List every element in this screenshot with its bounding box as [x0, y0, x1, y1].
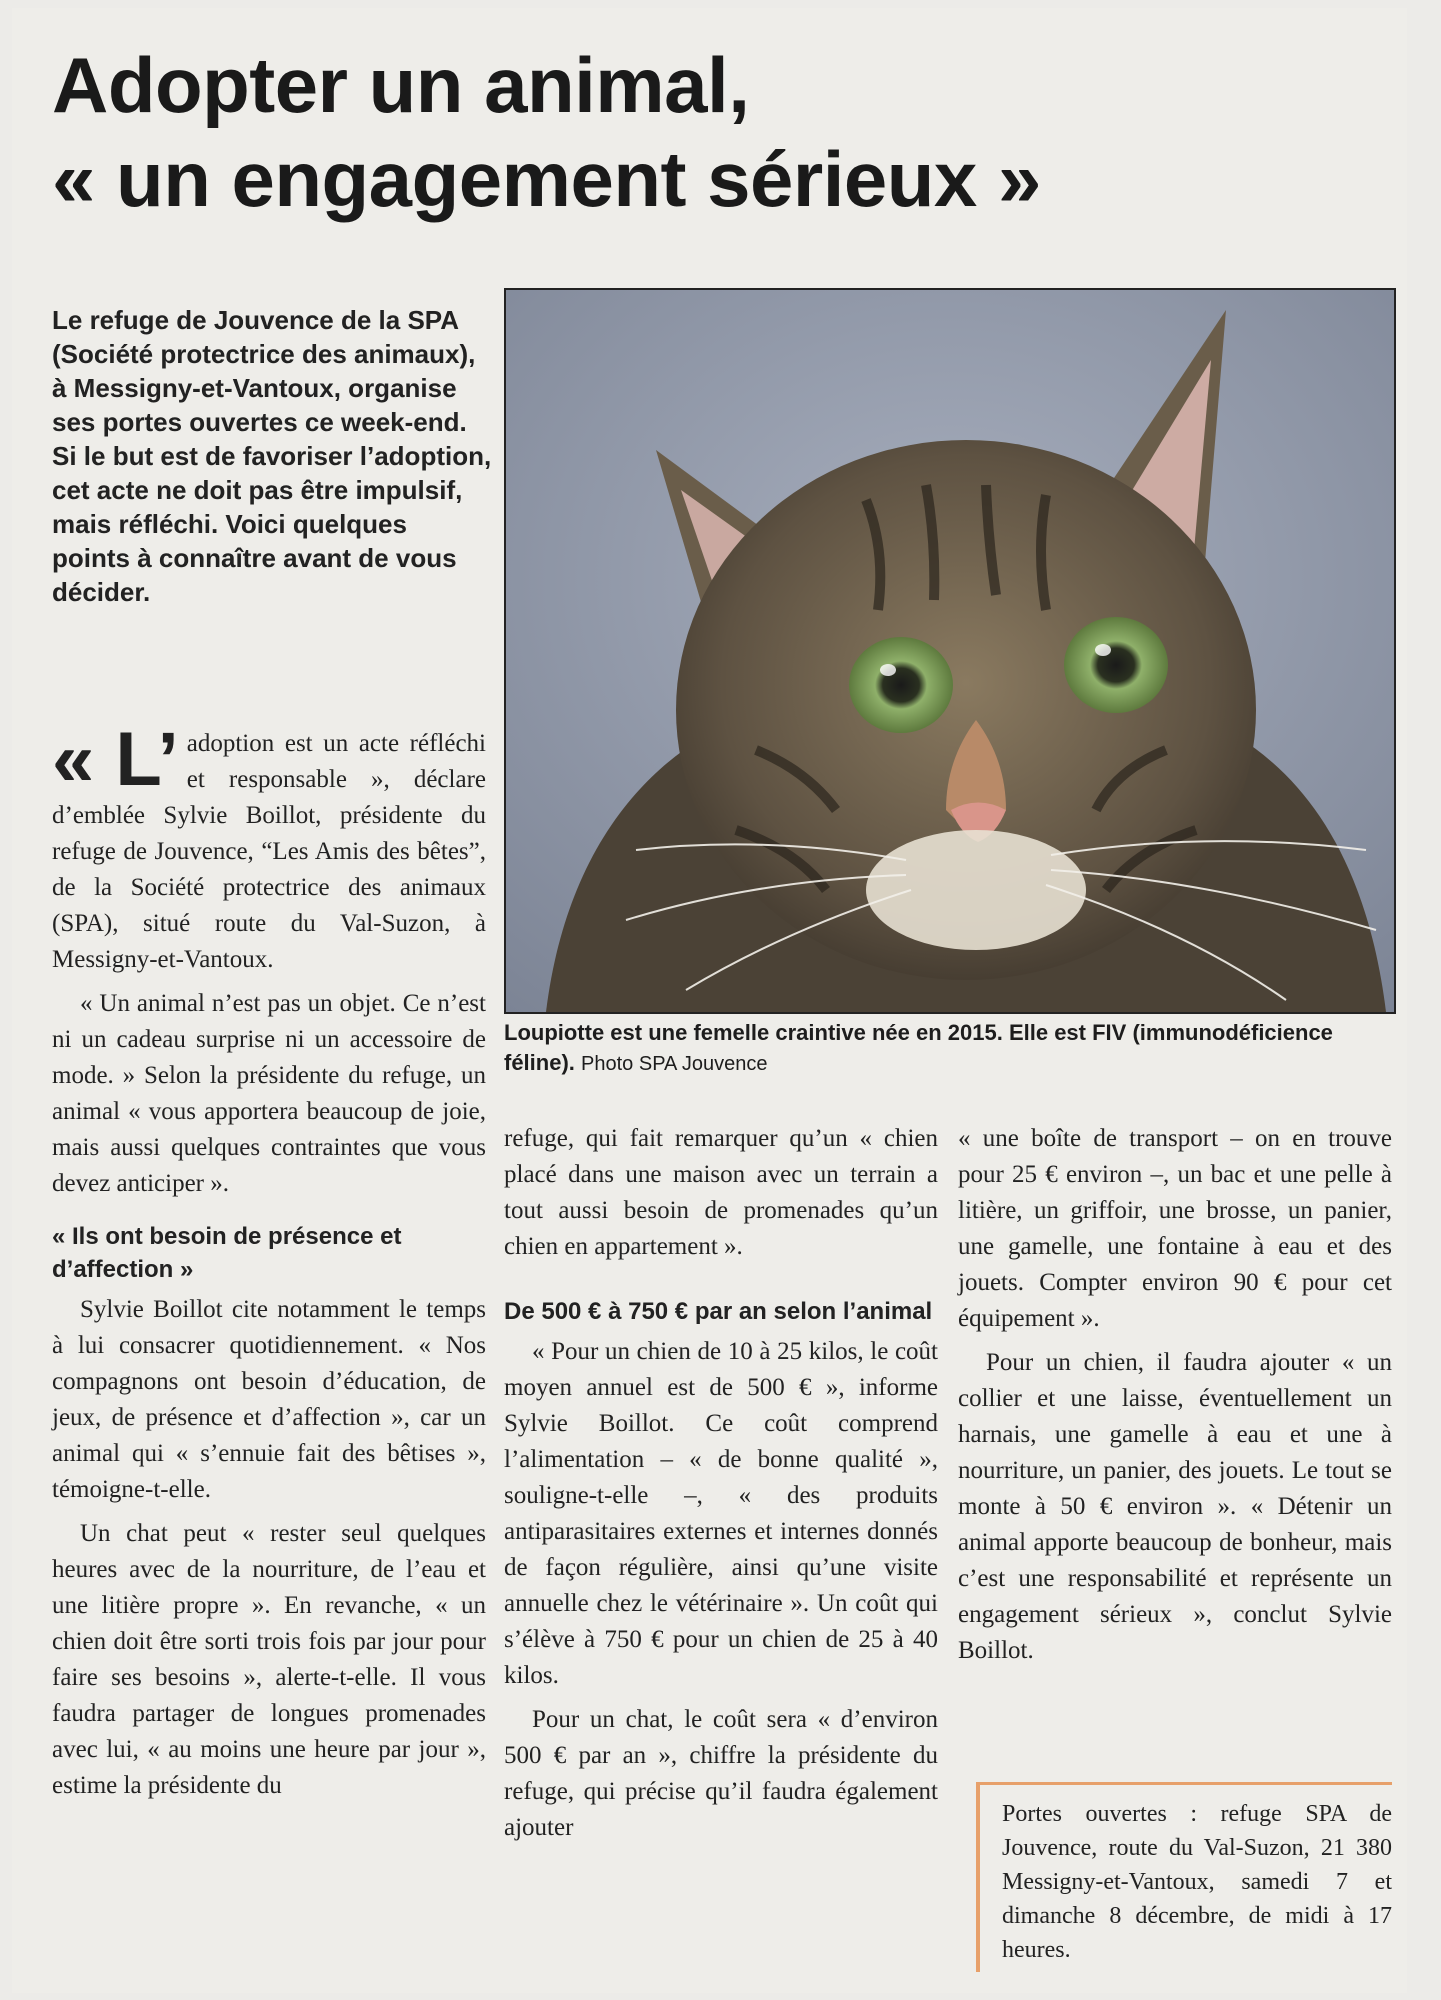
paragraph-6: « Pour un chien de 10 à 25 kilos, le coût moyen annuel est de 500 € », informe Sylvie Boillot. Ce coût comprend l’alimentation – « de bonne qualité », souligne-t-elle –, « des produits antiparasitaires externes et internes donnés de façon régulière, ainsi qu’une visite annuelle chez le vétérinaire ». Un coût qui s’élève à 750 € pour un chien de 25 à 40 kilos. — [504, 1338, 938, 1689]
photo-credit: Photo SPA Jouvence — [581, 1053, 768, 1075]
paragraph-5: refuge, qui fait remarquer qu’un « chien placé dans une maison avec un terrain a tout aussi besoin de promenades qu’un chien en appartement ». — [504, 1125, 938, 1260]
paragraph-9: Pour un chien, il faudra ajouter « un collier et une laisse, éventuellement un harnais, une gamelle à eau et une à nourriture, un panier, des jouets. Le tout se monte à 50 € environ ». « Détenir un animal apporte beaucoup de bonheur, mais c’est une responsabilité et représente un engagement sérieux », conclut Sylvie Boillot. — [958, 1349, 1392, 1664]
paragraph-7: Pour un chat, le coût sera « d’environ 500 € par an », chiffre la présidente du refuge, qui précise qu’il faudra également ajouter — [504, 1706, 938, 1841]
paragraph-4: Un chat peut « rester seul quelques heures avec de la nourriture, de l’eau et une litière propre ». En revanche, « un chien doit être sorti trois fois par jour pour faire ses besoins », alerte-t-elle. Il vous faudra partager de longues promenades avec lui, « au moins une heure par jour », estime la présidente du — [52, 1520, 486, 1799]
dropcap-letter: L’ — [115, 717, 179, 802]
intro-paragraph: Le refuge de Jouvence de la SPA (Société protectrice des animaux), à Messigny-et-Vantoux, organise ses portes ouvertes ce week-end. Si le but est de favoriser l’adoption, cet acte ne doit pas être impulsif, mais réfléchi. Voici quelques points à connaître avant de vous décider. — [52, 305, 492, 607]
paragraph-3: Sylvie Boillot cite notamment le temps à lui consacrer quotidiennement. « Nos compagnons ont besoin d’éducation, de jeux, de présence et d’affection », car un animal qui « s’ennuie fait des bêtises », témoigne-t-elle. — [52, 1296, 486, 1503]
open-days-infobox: Portes ouvertes : refuge SPA de Jouvence, route du Val-Suzon, 21 380 Messigny-et-Vantoux, samedi 7 et dimanche 8 décembre, de midi à 17 heures. — [976, 1782, 1392, 1972]
lead-paragraph — [52, 717, 486, 978]
cat-photo — [504, 288, 1396, 1014]
lead-paragraph-text: adoption est un acte réfléchi et responsable », déclare d’emblée Sylvie Boillot, présidente du refuge de Jouvence, “Les Amis des bêtes”, de la Société protectrice des animaux (SPA), situé route du Val-Suzon, à Messigny-et-Vantoux. — [52, 730, 486, 973]
lead-quote-mark: « — [52, 717, 95, 802]
headline — [52, 38, 1392, 226]
photo-caption — [504, 1018, 1392, 1079]
column-1 — [52, 717, 486, 1804]
subheading-2: De 500 € à 750 € par an selon l’animal — [504, 1298, 933, 1325]
dropcap — [52, 717, 179, 802]
newspaper-page — [12, 8, 1407, 1993]
column-2 — [504, 1121, 938, 1846]
paragraph-8: « une boîte de transport – on en trouve pour 25 € environ –, un bac et une pelle à litière, un griffoir, une brosse, un panier, une gamelle, une fontaine à eau et des jouets. Compter environ 90 € pour cet équipement ». — [958, 1125, 1392, 1332]
headline-line-2: « un engagement sérieux » — [52, 135, 1041, 223]
column-3 — [958, 1121, 1392, 1669]
paragraph-2: « Un animal n’est pas un objet. Ce n’est ni un cadeau surprise ni un accessoire de mode. » Selon la présidente du refuge, un animal « vous apportera beaucoup de joie, mais aussi quelques contraintes que vous devez anticiper ». — [52, 990, 486, 1197]
headline-line-1: Adopter un animal, — [52, 41, 750, 129]
caption-text: Loupiotte est une femelle craintive née en 2015. Elle est FIV (immunodéficience féline). — [504, 1020, 1333, 1075]
subheading-1: « Ils ont besoin de présence et d’affection » — [52, 1223, 402, 1283]
cat-illustration — [506, 290, 1394, 1012]
